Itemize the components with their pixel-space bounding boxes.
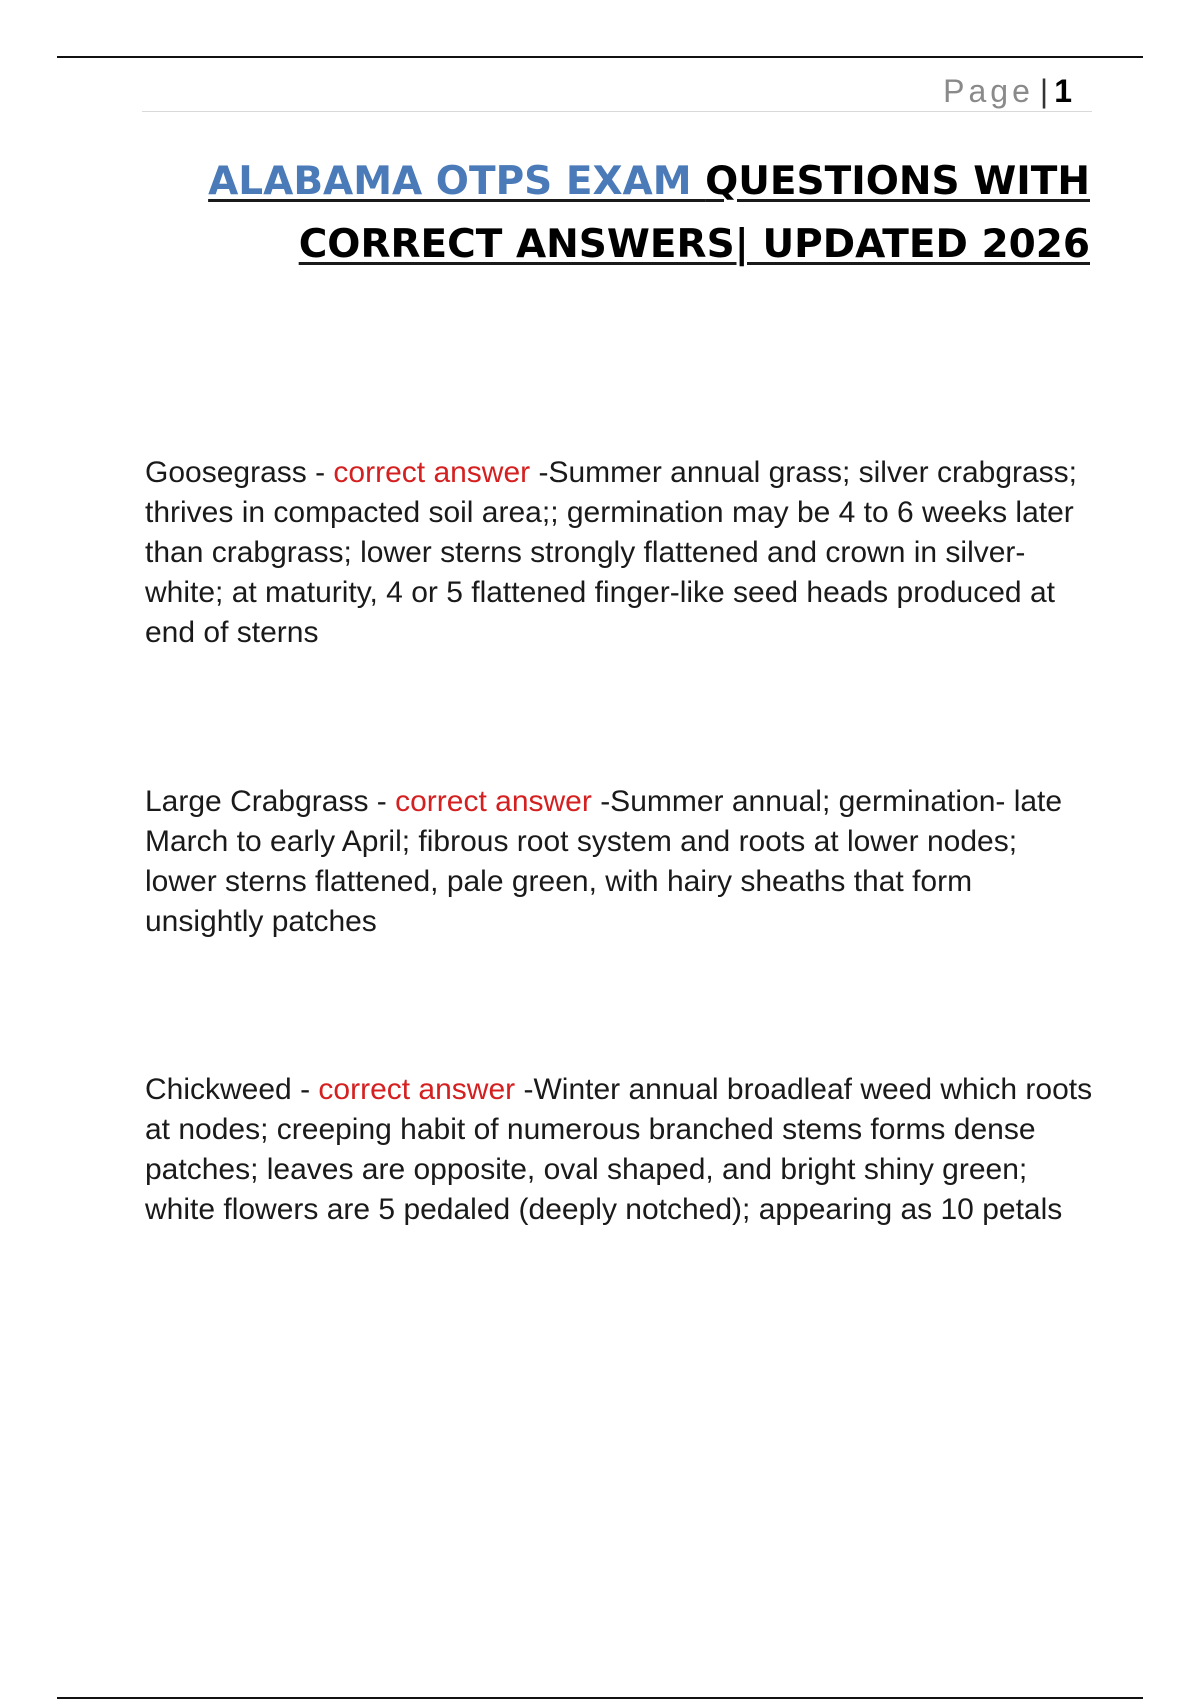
qa-entry-large-crabgrass: [145, 782, 1095, 942]
document-title: [150, 150, 1090, 276]
top-border-rule: [57, 56, 1143, 58]
title-highlight: ALABAMA OTPS EXAM: [208, 159, 706, 204]
entry-dash: -: [291, 1073, 319, 1106]
entry-definition: -Winter annual broadleaf weed which roots at nodes; creeping habit of numerous branched stems forms dense patches; leaves are opposite, oval shaped, and bright shiny green; white flowers are 5 pedaled (deeply notched); appearing as 10 petals: [145, 1073, 1093, 1226]
correct-answer-label: correct answer: [395, 785, 592, 818]
correct-answer-label: correct answer: [318, 1073, 516, 1106]
entry-term: Large Crabgrass: [145, 785, 369, 818]
title-main: QUESTIONS WITH CORRECT ANSWERS| UPDATED 2026: [298, 159, 1090, 267]
page-header: [142, 72, 1092, 112]
qa-entry-goosegrass: [145, 453, 1095, 653]
page-label: Page: [943, 73, 1034, 109]
qa-entry-chickweed: [145, 1070, 1095, 1230]
entry-dash: -: [368, 785, 396, 818]
correct-answer-label: correct answer: [333, 456, 531, 489]
entry-definition: -Summer annual grass; silver crabgrass; thrives in compacted soil area;; germination may be 4 to 6 weeks later than crabgrass; lower sterns strongly flattened and crown in silver-white; at maturity, 4 or 5 flattened finger-like seed heads produced at end of sterns: [145, 456, 1078, 649]
bottom-border-rule: [57, 1697, 1143, 1699]
entry-dash: -: [306, 456, 334, 489]
entry-term: Chickweed: [145, 1073, 292, 1106]
entry-term: Goosegrass: [145, 456, 307, 489]
page-number: 1: [1054, 73, 1072, 109]
page-separator: |: [1039, 73, 1049, 109]
entry-definition: -Summer annual; germination- late March to early April; fibrous root system and roots at lower nodes; lower sterns flattened, pale green, with hairy sheaths that form unsightly patches: [145, 785, 1063, 938]
